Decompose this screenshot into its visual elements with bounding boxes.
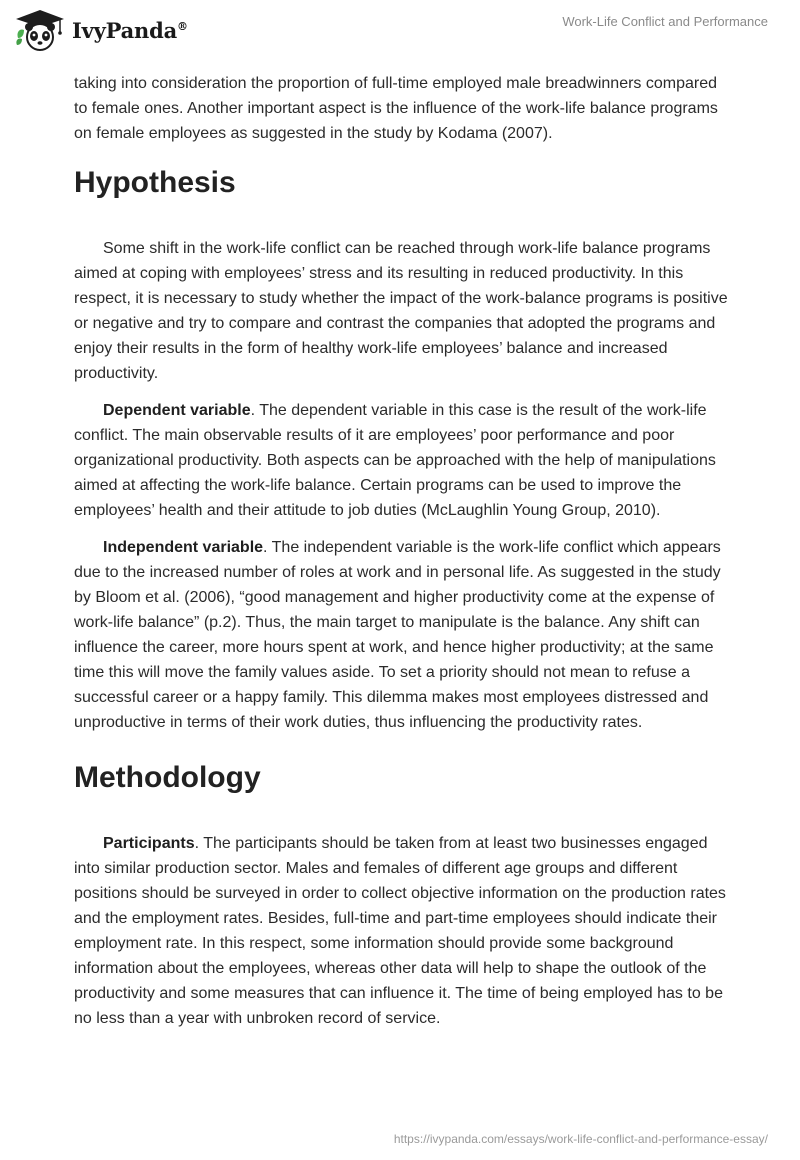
participants-text: . The participants should be taken from at least two businesses engaged into similar production sector. Males and females of different age groups and different positions should be surveyed in order to collect objective information on the production rates and the employment rates. Besides, full-time and part-time employees should indicate their employment rate. In this respect, some information should provide some background information about the employees, whereas other data will help to shape the outlook of the productivity and some measures that can influence it. The time of being employed has to be no less than a year with unbroken record of service. xyxy=(74,835,726,1027)
brand-logo[interactable] xyxy=(14,8,188,52)
dependent-variable-paragraph xyxy=(74,398,730,523)
essay-body xyxy=(74,71,730,1043)
independent-variable-text: . The independent variable is the work-life conflict which appears due to the increased number of roles at work and in personal life. As suggested in the study by Bloom et al. (2006), “good management and higher productivity come at the expense of work-life balance” (p.2). Thus, the main target to manipulate is the balance. Any shift can influence the career, more hours spent at work, and hence higher productivity; at the same time this will move the family values aside. To set a priority should not mean to refuse a successful career or a happy family. This dilemma makes most employees distressed and unproductive in terms of their work duties, thus influencing the productivity rates. xyxy=(74,539,721,731)
participants-paragraph xyxy=(74,831,730,1031)
hypothesis-heading: Hypothesis xyxy=(74,166,236,199)
brand-name: IvyPanda® xyxy=(72,17,188,43)
methodology-heading: Methodology xyxy=(74,761,261,794)
page-header xyxy=(0,0,800,64)
panda-logo-icon xyxy=(14,8,66,52)
document-title: Work-Life Conflict and Performance xyxy=(562,14,768,29)
source-url[interactable]: https://ivypanda.com/essays/work-life-conflict-and-performance-essay/ xyxy=(393,1132,768,1146)
independent-variable-label: Independent variable xyxy=(103,539,264,556)
independent-variable-paragraph xyxy=(74,535,730,735)
hypothesis-paragraph: Some shift in the work-life conflict can be reached through work-life balance programs aimed at coping with employees’ stress and its resulting in reduced productivity. In this respect, it is necessary to study whether the impact of the work-balance programs is positive or negative and try to compare and contrast the companies that adopted the programs and enjoy their results in the form of healthy work-life employees’ balance and increased productivity. xyxy=(74,240,728,382)
participants-label: Participants xyxy=(103,835,195,852)
dependent-variable-label: Dependent variable xyxy=(103,402,251,419)
intro-paragraph: taking into consideration the proportion of full-time employed male breadwinners compared to female ones. Another important aspect is the influence of the work-life balance programs on female employees as suggested in the study by Kodama (2007). xyxy=(74,75,718,142)
dependent-variable-text: . The dependent variable in this case is the result of the work-life conflict. The main observable results of it are employees’ poor performance and poor organizational productivity. Both aspects can be approached with the help of manipulations aimed at affecting the work-life balance. Certain programs can be used to improve the employees’ health and their attitude to job duties (McLaughlin Young Group, 2010). xyxy=(74,402,716,519)
